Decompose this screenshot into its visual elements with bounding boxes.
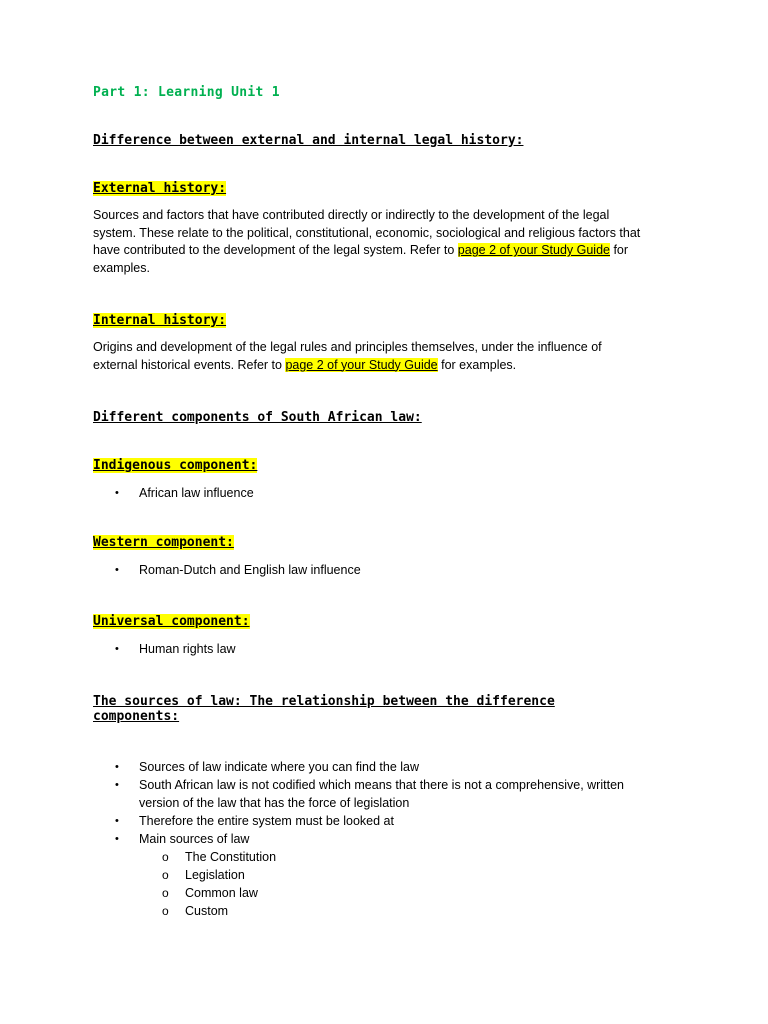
paragraph-line: system. These relate to the political, constitutional, economic, sociological and religious factors that (93, 225, 641, 240)
section-heading-sources: The sources of law: The relationship between the difference (93, 694, 555, 709)
paragraph-line: Origins and development of the legal rules and principles themselves, under the influence of (93, 340, 602, 354)
list-item (93, 812, 693, 830)
list-item (93, 484, 693, 502)
list-item (93, 561, 693, 579)
list-item-text: Roman-Dutch and English law influence (139, 563, 361, 577)
paragraph-line: examples. (93, 260, 150, 275)
list-item-text: Sources of law indicate where you can find the law (139, 760, 420, 774)
bullet-icon: • (115, 643, 119, 655)
list-item (93, 640, 693, 658)
bullet-icon: • (115, 833, 119, 845)
section-heading-components: Different components of South African law: (93, 410, 422, 425)
paragraph-line (93, 357, 678, 375)
study-guide-link[interactable]: page 2 of your Study Guide (285, 357, 438, 372)
list-item-text: Therefore the entire system must be looked at (139, 814, 394, 828)
list-item-text: African law influence (139, 486, 254, 500)
text: for examples. (437, 357, 517, 372)
external-history-heading: External history: (93, 181, 227, 196)
circle-bullet-icon: o (162, 868, 169, 882)
western-component-heading: Western component: (93, 535, 234, 550)
list-item (93, 758, 693, 776)
list-item-text: Main sources of law (139, 832, 250, 846)
sources-sublist (93, 848, 693, 920)
list-item-text: South African law is not codified which means that there is not a comprehensive, written (139, 778, 624, 792)
sub-list-item-text: The Constitution (185, 850, 277, 864)
universal-component-heading: Universal component: (93, 614, 250, 629)
list-item (93, 776, 693, 812)
text: have contributed to the development of the legal system. Refer to (93, 243, 458, 257)
part-title: Part 1: Learning Unit 1 (93, 85, 280, 100)
sub-list-item (93, 884, 693, 902)
indigenous-component-heading: Indigenous component: (93, 458, 258, 473)
internal-history-paragraph (93, 339, 678, 374)
section-heading-legal-history: Difference between external and internal legal history: (93, 133, 524, 148)
sub-list-item (93, 866, 693, 884)
paragraph-line: Sources and factors that have contributed directly or indirectly to the development of the legal (93, 208, 610, 222)
text: external historical events. Refer to (93, 357, 286, 372)
text: for (609, 243, 629, 257)
indigenous-list (93, 484, 693, 502)
sub-list-item-text: Legislation (185, 868, 245, 882)
bullet-icon: • (115, 487, 119, 499)
universal-list (93, 640, 693, 658)
list-item-text-cont: version of the law that has the force of legislation (139, 796, 410, 810)
section-heading-sources-cont: components: (93, 709, 180, 724)
bullet-icon: • (115, 761, 119, 773)
sources-list (93, 758, 693, 848)
bullet-icon: • (115, 815, 119, 827)
paragraph-line (93, 242, 678, 260)
internal-history-heading: Internal history: (93, 313, 227, 328)
study-guide-link[interactable]: page 2 of your Study Guide (457, 243, 610, 257)
western-list (93, 561, 693, 579)
sub-list-item (93, 902, 693, 920)
list-item (93, 830, 693, 848)
sub-list-item-text: Common law (185, 886, 258, 900)
bullet-icon: • (115, 564, 119, 576)
circle-bullet-icon: o (162, 904, 169, 918)
external-history-paragraph (93, 207, 678, 277)
sub-list-item-text: Custom (185, 904, 229, 918)
sub-list-item (93, 848, 693, 866)
list-item-text: Human rights law (139, 642, 236, 656)
circle-bullet-icon: o (162, 850, 169, 864)
circle-bullet-icon: o (162, 886, 169, 900)
bullet-icon: • (115, 779, 119, 791)
